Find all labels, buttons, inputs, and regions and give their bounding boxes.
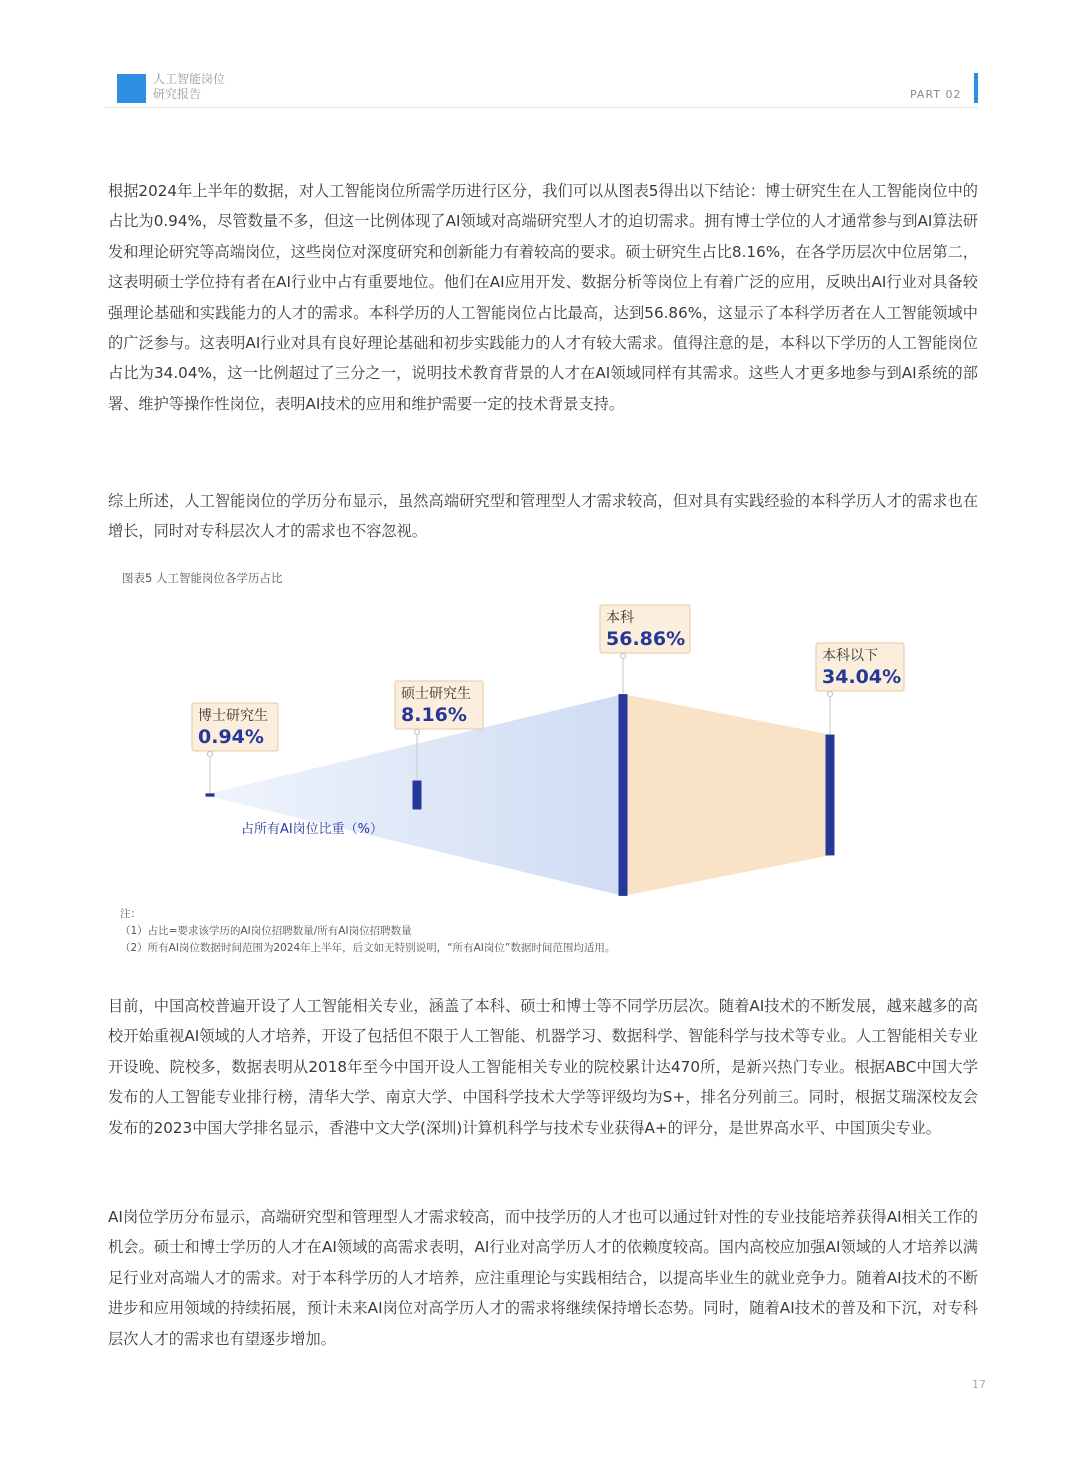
note-item: （2）所有AI岗位数据时间范围为2024年上半年，后文如无特别说明，“所有AI岗位”数据时间范围均适用。 — [120, 942, 616, 954]
chart-notes — [120, 906, 615, 957]
chart-category-label: 本科 — [606, 610, 634, 626]
header-divider — [105, 107, 978, 108]
chart-value-label: 0.94% — [198, 726, 264, 748]
chart-stem-dot — [621, 654, 626, 659]
chart-category-label: 本科以下 — [822, 648, 878, 664]
paragraph-conclusions: 根据2024年上半年的数据，对人工智能岗位所需学历进行区分，我们可以从图表5得出以下结论：博士研究生在人工智能岗位中的占比为0.94%，尽管数量不多，但这一比例体现了AI领域对高端研究型人才的迫切需求。拥有博士学位的人才通常参与到AI算法研发和理论研究等高端岗位，这些岗位对深度研究和创新能力有着较高的要求。硕士研究生占比8.16%，在各学历层次中位居第二，这表明硕士学位持有者在AI行业中占有重要地位。他们在AI应用开发、数据分析等岗位上有着广泛的应用，反映出AI行业对具备较强理论基础和实践能力的人才的需求。本科学历的人工智能岗位占比最高，达到56.86%，这显示了本科学历者在人工智能领域中的广泛参与。这表明AI行业对具有良好理论基础和初步实践能力的人才有较大需求。值得注意的是，本科以下学历的人工智能岗位占比为34.04%，这一比例超过了三分之一，说明技术教育背景的人才在AI领域同样有其需求。这些人才更多地参与到AI系统的部署、维护等操作性岗位，表明AI技术的应用和维护需要一定的技术背景支持。 — [108, 182, 978, 413]
page-number: 17 — [972, 1378, 986, 1391]
chart-bar — [206, 793, 215, 796]
chart-caption: 图表5 人工智能岗位各学历占比 — [122, 571, 283, 585]
chart-value-label: 56.86% — [606, 628, 686, 650]
chart-value-label: 8.16% — [401, 704, 467, 726]
chart-stem-dot — [415, 730, 420, 735]
chart-value-label: 34.04% — [822, 666, 902, 688]
chart-bar — [826, 735, 835, 856]
paragraph-summary: 综上所述，人工智能岗位的学历分布显示，虽然高端研究型和管理型人才需求较高，但对具有实践经验的本科学历人才的需求也在增长，同时对专科层次人才的需求也不容忽视。 — [108, 492, 978, 541]
notes-title: 注： — [120, 908, 141, 920]
paragraph-outlook: AI岗位学历分布显示，高端研究型和管理型人才需求较高，而中技学历的人才也可以通过针对性的专业技能培养获得AI相关工作的机会。硕士和博士学历的人才在AI领域的高需求表明，AI行业对高学历人才的依赖度较高。国内高校应加强AI领域的人才培养以满足行业对高端人才的需求。对于本科学历的人才培养，应注重理论与实践相结合，以提高毕业生的就业竞争力。随着AI技术的不断进步和应用领域的持续拓展，预计未来AI岗位对高学历人才的需求将继续保持增长态势。同时，随着AI技术的普及和下沉，对专科层次人才的需求也有望逐步增加。 — [108, 1208, 978, 1348]
chart-fill-right — [623, 694, 830, 896]
report-title-line1: 人工智能岗位 — [153, 72, 226, 86]
report-title-line2: 研究报告 — [153, 87, 202, 101]
paragraph-universities: 目前，中国高校普遍开设了人工智能相关专业，涵盖了本科、硕士和博士等不同学历层次。随着AI技术的不断发展，越来越多的高校开始重视AI领域的人才培养，开设了包括但不限于人工智能、机器学习、数据科学、智能科学与技术等专业。人工智能相关专业开设晚、院校多，数据表明从2018年至今中国开设人工智能相关专业的院校累计达470所，是新兴热门专业。根据ABC中国大学发布的人工智能专业排行榜，清华大学、南京大学、中国科学技术大学等评级均为S+，排名分列前三。同时，根据艾瑞深校友会发布的2023中国大学排名显示，香港中文大学(深圳)计算机科学与技术专业获得A+的评分，是世界高水平、中国顶尖专业。 — [108, 997, 978, 1137]
part-accent-bar — [974, 73, 978, 103]
chart-stem-dot — [208, 752, 213, 757]
chart-bar — [413, 781, 422, 810]
chart-category-label: 硕士研究生 — [401, 686, 471, 702]
chart-category-label: 博士研究生 — [198, 708, 268, 724]
report-title — [153, 72, 225, 102]
note-item: （1）占比=要求该学历的AI岗位招聘数量/所有AI岗位招聘数量 — [120, 925, 412, 937]
chart-bar — [619, 694, 628, 896]
education-share-chart — [180, 595, 920, 905]
chart-axis-label: 占所有AI岗位比重（%） — [240, 822, 384, 837]
page-header — [0, 0, 1080, 110]
part-label: PART 02 — [910, 88, 962, 101]
chart-stem-dot — [828, 692, 833, 697]
logo-square — [117, 74, 146, 103]
